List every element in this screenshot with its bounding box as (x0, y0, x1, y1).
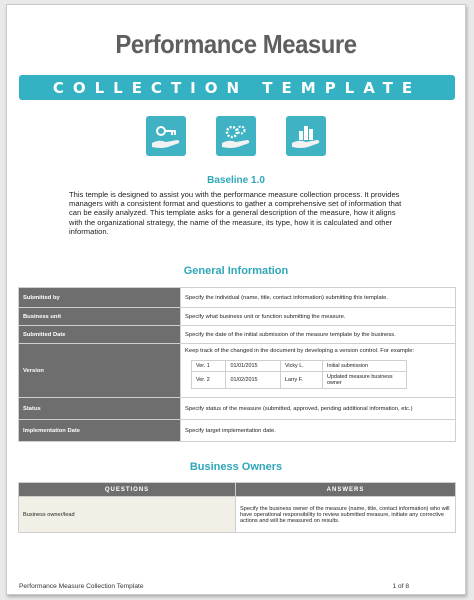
table-row (19, 326, 456, 344)
version-date: 01/01/2015 (226, 361, 280, 372)
row-value: Specify status of the measure (submitted, approved, pending additional information, etc.) (181, 398, 456, 420)
gears-hand-icon (216, 116, 256, 156)
version-author: Vicky L. (280, 361, 322, 372)
baseline-version: Baseline 1.0 (207, 175, 265, 186)
version-description: Keep track of the changed in the document by developing a version control. For example: (185, 348, 415, 354)
table-row (19, 344, 456, 398)
icon-row (7, 116, 465, 156)
version-author: Larry F. (280, 372, 322, 389)
questions-header: QUESTIONS (19, 483, 236, 497)
row-label: Business unit (19, 308, 181, 326)
table-row (19, 288, 456, 308)
version-table (191, 360, 407, 389)
version-note: Initial submission (323, 361, 407, 372)
banner-text: COLLECTION TEMPLATE (52, 78, 422, 97)
owner-question: Business owner/lead (19, 497, 236, 533)
chart-hand-icon (286, 116, 326, 156)
version-row (192, 372, 407, 389)
version-note: Updated measure business owner (323, 372, 407, 389)
business-owners-table (18, 482, 456, 533)
table-row (19, 497, 456, 533)
business-owners-heading: Business Owners (189, 461, 283, 473)
document-title: Performance Measure (115, 29, 357, 59)
version-row (192, 361, 407, 372)
version-number: Ver. 1 (192, 361, 226, 372)
row-label: Implementation Date (19, 420, 181, 442)
row-label: Submitted by (19, 288, 181, 308)
title-banner (19, 75, 455, 100)
row-value: Specify the individual (name, title, contact information) submitting this template. (181, 288, 456, 308)
intro-paragraph: This temple is designed to assist you with the performance measure collection process. It provides managers with a consistent format and questions to gather a comprehensive set of information that can be easily analyzed. This template asks for a general description of the measure, how it aligns with the organizational strategy, the name of the measure, its type, how it is calculated and other information. (69, 190, 402, 236)
document-page (6, 4, 466, 595)
footer-document-name: Performance Measure Collection Template (19, 583, 144, 590)
row-label: Submitted Date (19, 326, 181, 344)
row-value: Specify the date of the initial submission of the measure template by the business. (181, 326, 456, 344)
key-hand-icon (146, 116, 186, 156)
version-number: Ver. 2 (192, 372, 226, 389)
table-row (19, 398, 456, 420)
general-info-heading: General Information (183, 265, 289, 277)
version-date: 01/02/2015 (226, 372, 280, 389)
row-label: Version (19, 344, 181, 398)
general-info-table (18, 287, 456, 442)
table-row (19, 420, 456, 442)
row-value (181, 344, 456, 398)
table-row (19, 308, 456, 326)
owner-answer: Specify the business owner of the measure (name, title, contact information) who will have operational responsibility to review submitted measure, initiate any corrective actions and will be measured on results. (236, 497, 456, 533)
footer-page-number: 1 of 8 (392, 583, 409, 590)
row-value: Specify what business unit or function submitting the measure. (181, 308, 456, 326)
row-value: Specify target implementation date. (181, 420, 456, 442)
answers-header: ANSWERS (236, 483, 456, 497)
table-header-row (19, 483, 456, 497)
row-label: Status (19, 398, 181, 420)
